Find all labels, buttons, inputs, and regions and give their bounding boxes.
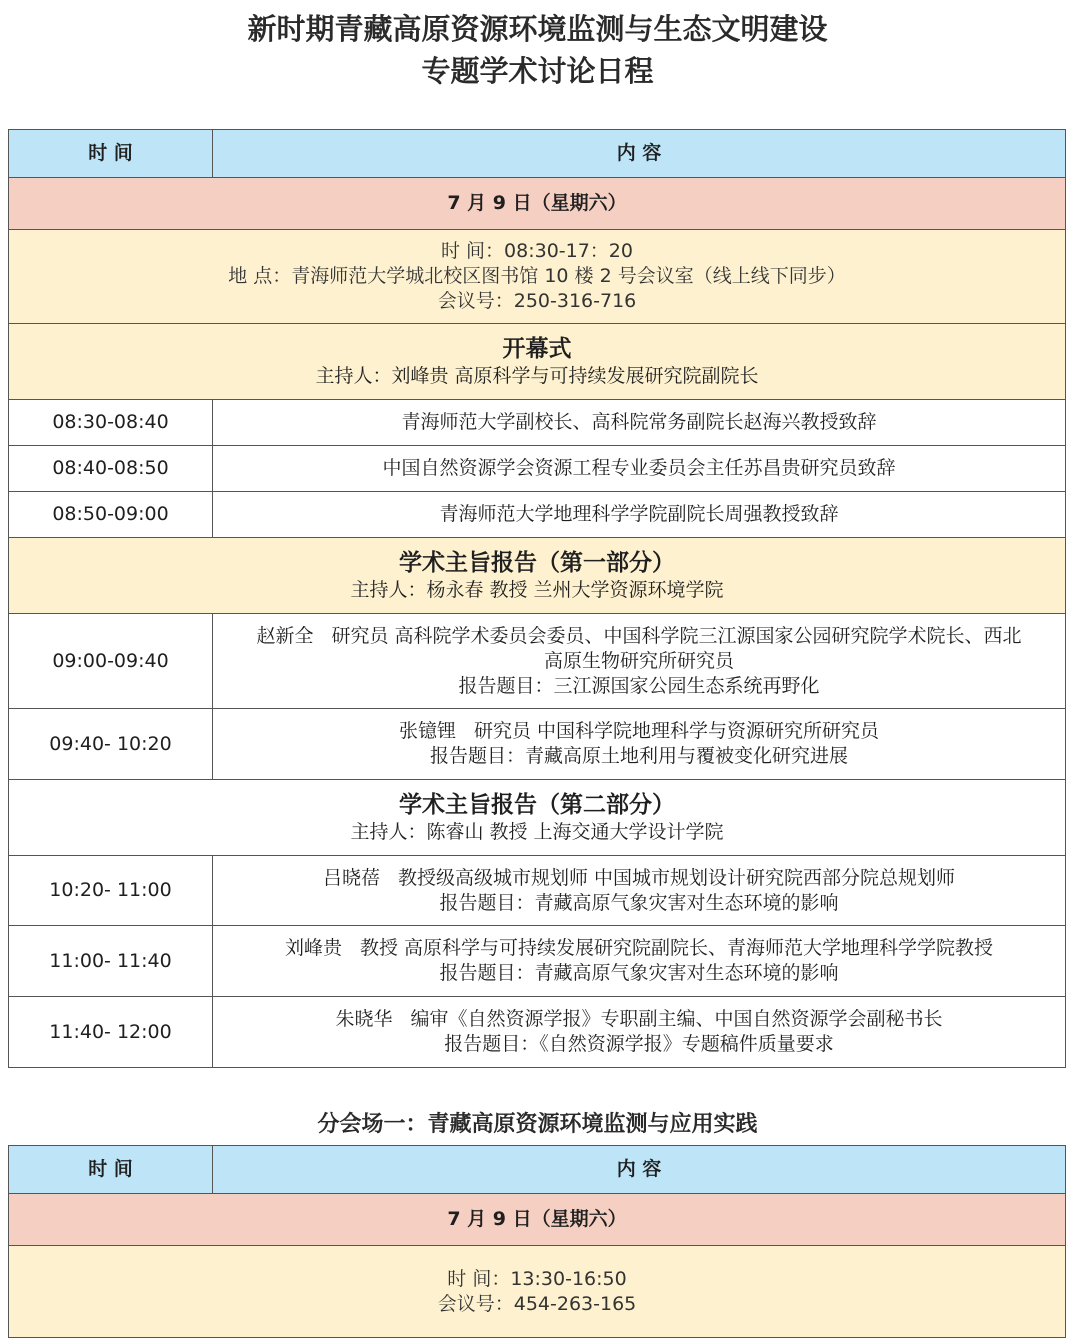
row-time: 08:30-08:40 bbox=[9, 400, 213, 446]
row-content: 中国自然资源学会资源工程专业委员会主任苏昌贵研究员致辞 bbox=[213, 446, 1066, 492]
section-keynote1 bbox=[9, 538, 1066, 614]
section-keynote1-cell bbox=[9, 538, 1066, 614]
section-host: 主持人：刘峰贵 高原科学与可持续发展研究院副院长 bbox=[315, 365, 759, 387]
speaker-name: 刘峰贵 bbox=[284, 937, 342, 959]
table-row bbox=[9, 709, 1066, 780]
subsession-title: 分会场一：青藏高原资源环境监测与应用实践 bbox=[317, 1112, 758, 1137]
schedule-table bbox=[8, 129, 1066, 1068]
row-content bbox=[213, 614, 1066, 709]
section-title: 学术主旨报告（第二部分） bbox=[399, 792, 675, 818]
speaker-desc: 教授 高原科学与可持续发展研究院副院长、青海师范大学地理科学学院教授 bbox=[359, 937, 994, 959]
info-place: 地 点：青海师范大学城北校区图书馆 10 楼 2 号会议室（线上线下同步） bbox=[228, 265, 846, 287]
table-header-row bbox=[9, 130, 1066, 178]
info-time: 时 间：13:30-16:50 bbox=[447, 1267, 627, 1290]
speaker-name: 张镱锂 bbox=[398, 720, 456, 742]
report-topic: 报告题目：《自然资源学报》专题稿件质量要求 bbox=[444, 1033, 834, 1055]
header-time: 时 间 bbox=[9, 1146, 213, 1194]
date-row bbox=[9, 178, 1066, 230]
header-time: 时 间 bbox=[9, 130, 213, 178]
row-time: 09:00-09:40 bbox=[9, 614, 213, 709]
section-title: 开幕式 bbox=[502, 336, 572, 362]
row-time: 08:40-08:50 bbox=[9, 446, 213, 492]
date-row bbox=[9, 1194, 1066, 1246]
report-topic: 报告题目：青藏高原气象灾害对生态环境的影响 bbox=[439, 962, 839, 984]
section-host: 主持人：陈睿山 教授 上海交通大学设计学院 bbox=[350, 821, 724, 843]
page-title-line2: 专题学术讨论日程 bbox=[421, 54, 654, 88]
table-row bbox=[9, 400, 1066, 446]
speaker-name: 吕晓蓓 bbox=[322, 866, 380, 889]
info-row bbox=[9, 230, 1066, 324]
table-header-row bbox=[9, 1146, 1066, 1194]
info-meeting-id: 会议号：250-316-716 bbox=[437, 290, 637, 312]
table-row bbox=[9, 492, 1066, 538]
speaker-desc-cont: 高原生物研究所研究员 bbox=[543, 649, 734, 672]
row-content bbox=[213, 709, 1066, 780]
page-title-line1: 新时期青藏高原资源环境监测与生态文明建设 bbox=[247, 12, 828, 46]
row-content: 青海师范大学地理科学学院副院长周强教授致辞 bbox=[213, 492, 1066, 538]
info-time: 时 间：08:30-17：20 bbox=[440, 240, 633, 262]
speaker-desc: 教授级高级城市规划师 中国城市规划设计研究院西部分院总规划师 bbox=[397, 866, 956, 889]
info-row bbox=[9, 1246, 1066, 1338]
speaker-desc: 研究员 高科院学术委员会委员、中国科学院三江源国家公园研究院学术院长、西北 bbox=[331, 624, 1022, 647]
row-content: 青海师范大学副校长、高科院常务副院长赵海兴教授致辞 bbox=[213, 400, 1066, 446]
row-time: 11:00- 11:40 bbox=[9, 926, 213, 997]
row-content bbox=[213, 856, 1066, 926]
speaker-name: 赵新全 bbox=[256, 624, 314, 647]
info-meeting-id: 会议号：454-263-165 bbox=[437, 1292, 637, 1315]
subsession-table bbox=[8, 1145, 1066, 1338]
speaker-name: 朱晓华 bbox=[335, 1008, 393, 1030]
row-time: 08:50-09:00 bbox=[9, 492, 213, 538]
table-row bbox=[9, 926, 1066, 997]
section-host: 主持人：杨永春 教授 兰州大学资源环境学院 bbox=[350, 579, 724, 601]
row-time: 11:40- 12:00 bbox=[9, 997, 213, 1068]
row-time: 10:20- 11:00 bbox=[9, 856, 213, 926]
table-row bbox=[9, 446, 1066, 492]
section-opening-cell bbox=[9, 324, 1066, 400]
section-opening bbox=[9, 324, 1066, 400]
table-row bbox=[9, 856, 1066, 926]
info-cell bbox=[9, 1246, 1066, 1338]
date-label: 7 月 9 日（星期六） bbox=[9, 178, 1066, 230]
report-topic: 报告题目：三江源国家公园生态系统再野化 bbox=[458, 674, 820, 697]
speaker-desc: 编审《自然资源学报》专职副主编、中国自然资源学会副秘书长 bbox=[410, 1008, 943, 1030]
section-title: 学术主旨报告（第一部分） bbox=[399, 550, 675, 576]
row-content bbox=[213, 926, 1066, 997]
row-content bbox=[213, 997, 1066, 1068]
report-topic: 报告题目：青藏高原气象灾害对生态环境的影响 bbox=[439, 891, 839, 914]
row-time: 09:40- 10:20 bbox=[9, 709, 213, 780]
header-content: 内 容 bbox=[213, 1146, 1066, 1194]
info-cell bbox=[9, 230, 1066, 324]
table-row bbox=[9, 614, 1066, 709]
report-topic: 报告题目：青藏高原土地利用与覆被变化研究进展 bbox=[429, 745, 848, 767]
table-row bbox=[9, 997, 1066, 1068]
section-keynote2-cell bbox=[9, 780, 1066, 856]
date-label: 7 月 9 日（星期六） bbox=[9, 1194, 1066, 1246]
speaker-desc: 研究员 中国科学院地理科学与资源研究所研究员 bbox=[473, 720, 880, 742]
header-content: 内 容 bbox=[213, 130, 1066, 178]
section-keynote2 bbox=[9, 780, 1066, 856]
